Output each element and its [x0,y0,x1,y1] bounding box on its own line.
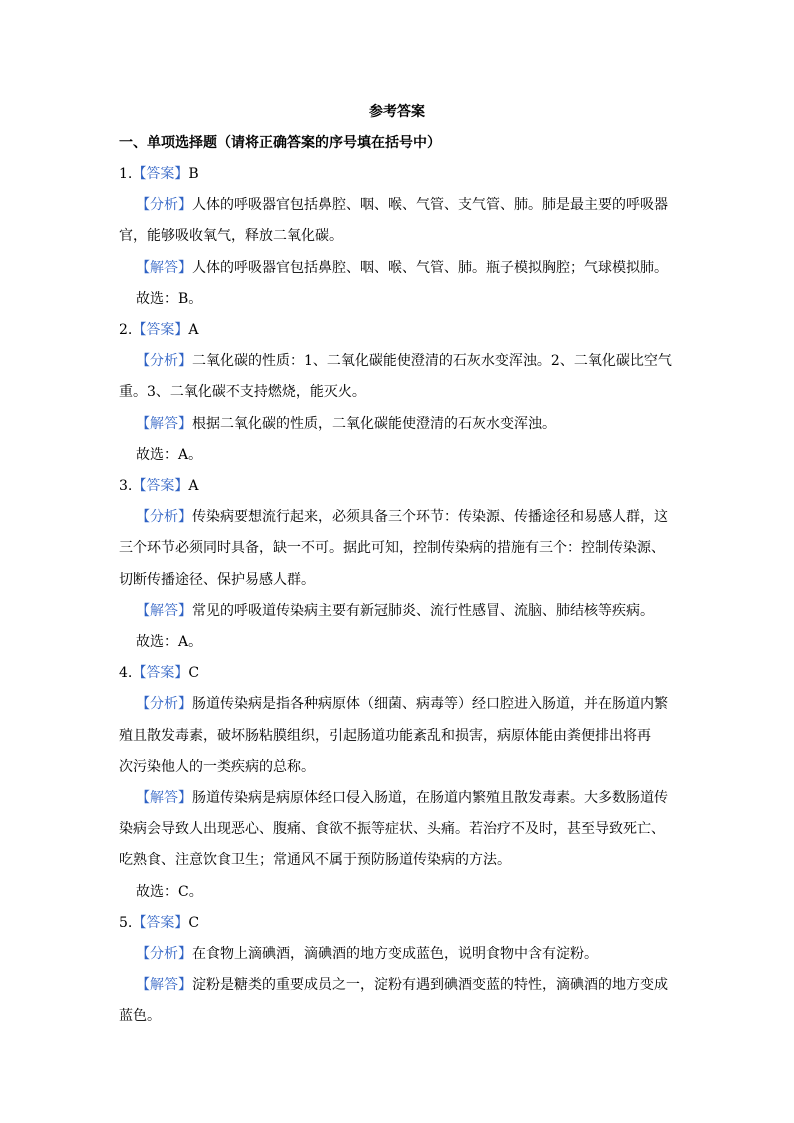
answer-line [119,913,199,933]
analysis-text: 传染病要想流行起来，必须具备三个环节：传染源、传播途径和易感人群，这 [192,509,668,526]
solution-text: 人体的呼吸器官包括鼻腔、咽、喉、气管、肺。瓶子模拟胸腔；气球模拟肺。 [192,259,668,276]
question-number: 3. [119,478,133,494]
answer-value: C [188,665,200,682]
analysis-line [119,726,651,746]
analysis-tag: 【分析】 [136,353,192,370]
analysis-tag: 【分析】 [136,696,192,713]
analysis-text: 切断传播途径、保护易感人群。 [119,571,315,588]
answer-value: C [188,914,200,931]
answer-line [119,320,198,340]
analysis-line [119,382,366,402]
analysis-text: 在食物上滴碘酒，滴碘酒的地方变成蓝色，说明食物中含有淀粉。 [192,946,598,962]
solution-text: 吃熟食、注意饮食卫生；常通风不属于预防肠道传染病的方法。 [119,852,511,869]
solution-line [136,975,668,995]
solution-text: 蓝色。 [119,1008,161,1025]
solution-line [136,601,654,621]
analysis-text: 人体的呼吸器官包括鼻腔、咽、喉、气管、支气管、肺。肺是最主要的呼吸器 [192,197,668,214]
analysis-text: 肠道传染病是指各种病原体（细菌、病毒等）经口腔进入肠道，并在肠道内繁 [192,696,668,713]
answer-tag: 【答案】 [132,322,189,338]
analysis-text: 官，能够吸收氧气，释放二氧化碳。 [119,228,343,245]
analysis-text: 三个环节必须同时具备，缺一不可。据此可知，控制传染病的措施有三个：控制传染源、 [119,540,665,557]
analysis-text: 次污染他人的一类疾病的总称。 [119,758,315,775]
solution-text: 根据二氧化碳的性质，二氧化碳能使澄清的石灰水变浑浊。 [192,415,556,432]
choice-line: 故选：A。 [136,634,203,650]
analysis-line [119,570,315,590]
answer-tag: 【答案】 [132,478,189,494]
solution-text: 淀粉是糖类的重要成员之一，淀粉有遇到碘酒变蓝的特性，滴碘酒的地方变成 [192,977,668,994]
solution-tag: 【解答】 [136,259,192,276]
analysis-text: 重。3、二氧化碳不支持燃烧，能灭火。 [119,384,366,401]
analysis-line [119,226,343,246]
analysis-tag: 【分析】 [136,509,192,526]
answer-value: A [188,322,199,338]
answer-tag: 【答案】 [132,914,189,931]
analysis-text: 二氧化碳的性质：1、二氧化碳能使澄清的石灰水变浑浊。2、二氧化碳比空气 [192,353,672,370]
analysis-line [119,757,315,777]
solution-line [136,258,668,278]
answer-value: A [188,478,199,494]
solution-tag: 【解答】 [136,602,192,619]
section-heading: 一、单项选择题（请将正确答案的序号填在括号中） [119,135,441,151]
analysis-line [136,694,668,714]
choice-line: 故选：C。 [136,883,203,900]
solution-line [119,1006,161,1026]
page-title: 参考答案 [369,104,425,120]
answer-line [119,663,199,683]
analysis-line [136,507,668,527]
question-number: 1. [119,166,133,182]
solution-line [119,819,665,839]
solution-text: 染病会导致人出现恶心、腹痛、食欲不振等症状、头痛。若治疗不及时，甚至导致死亡、 [119,821,665,838]
choice-line: 故选：A。 [136,446,203,463]
question-number: 4. [119,665,133,682]
solution-line [136,414,556,434]
solution-text: 常见的呼吸道传染病主要有新冠肺炎、流行性感冒、流脑、肺结核等疾病。 [192,602,654,619]
analysis-line [136,351,672,371]
answer-line [119,476,198,496]
analysis-line [136,944,598,964]
solution-tag: 【解答】 [136,790,192,806]
answer-tag: 【答案】 [132,665,189,682]
answer-value: B [188,166,199,182]
solution-tag: 【解答】 [136,415,192,432]
question-number: 2. [119,322,133,338]
analysis-line [119,538,665,558]
analysis-text: 殖且散发毒素，破坏肠粘膜组织，引起肠道功能紊乱和损害，病原体能由粪便排出将再 [119,727,651,744]
solution-line [119,850,511,870]
analysis-line [136,195,668,215]
question-number: 5. [119,914,133,931]
choice-line: 故选：B。 [136,290,203,307]
solution-tag: 【解答】 [136,977,192,994]
solution-line [136,788,668,808]
analysis-tag: 【分析】 [136,197,192,214]
solution-text: 肠道传染病是病原体经口侵入肠道，在肠道内繁殖且散发毒素。大多数肠道传 [192,790,668,806]
analysis-tag: 【分析】 [136,946,192,962]
answer-tag: 【答案】 [132,166,189,182]
answer-line [119,164,199,184]
